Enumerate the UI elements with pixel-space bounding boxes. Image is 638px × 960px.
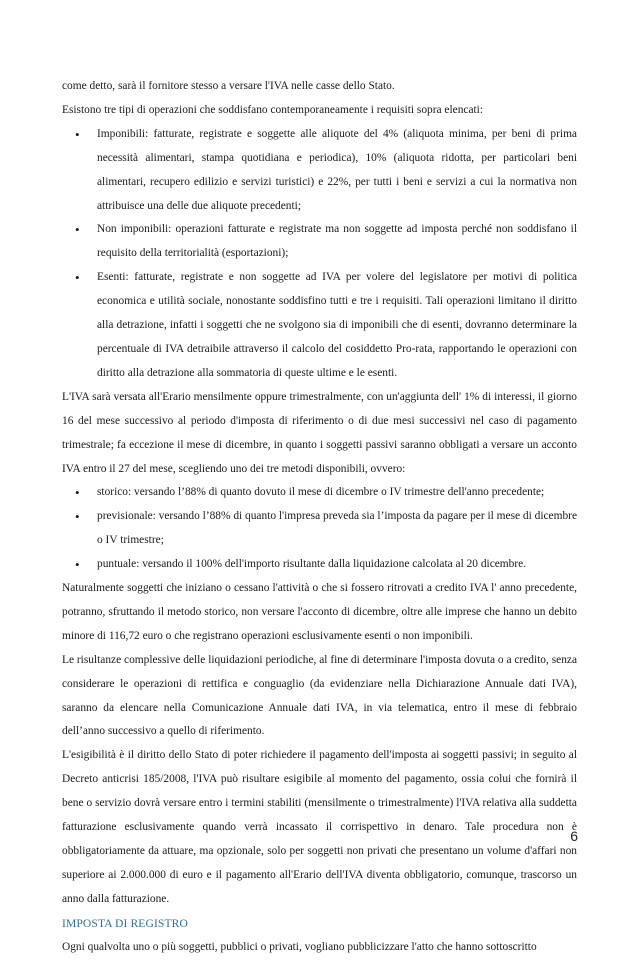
operation-types-list [62,123,577,386]
paragraph: come detto, sarà il fornitore stesso a versare l'IVA nelle casse dello Stato. [62,80,395,92]
page-number: 6 [570,828,578,844]
paragraph: Naturalmente soggetti che iniziano o cessano l'attività o che si fossero ritrovati a credito IVA l' anno precedente, potranno, sfruttando il metodo storico, non versare l'acconto di dicembre, oltre alle imprese che hanno un debito minore di 116,72 euro o che registrano operazioni esclusivamente esenti o non imponibili. [62,582,577,642]
paragraph: L'IVA sarà versata all'Erario mensilmente oppure trimestralmente, con un'aggiunta dell' 1% di interessi, il giorno 16 del mese successivo al periodo d'imposta di riferimento o di due mesi successivi nel caso di pagamento trimestrale; fa eccezione il mese di dicembre, in quanto i soggetti passivi saranno obbligati a versare un acconto IVA entro il 27 del mese, scegliendo uno dei tre metodi disponibili, ovvero: [62,390,577,475]
list-item: • puntuale: versando il 100% dell'importo risultante dalla liquidazione calcolata al 20 dicembre. [62,553,577,577]
paragraph: Ogni qualvolta uno o più soggetti, pubblici o privati, vogliano pubblicizzare l'atto che hanno sottoscritto [62,940,537,953]
list-item: • previsionale: versando l’88% di quanto l'impresa preveda sia l’imposta da pagare per il mese di dicembre o IV trimestre; [62,505,577,553]
paragraph: L'esigibilità è il diritto dello Stato di poter richiedere il pagamento dell'imposta ai soggetti passivi; in seguito al Decreto anticrisi 185/2008, l'IVA può risultare esigibile al momento del pagamento, ossia colui che fornirà il bene o servizio dovrà versare entro i termini stabiliti (mensilmente o trimestralmente) l'IVA relativa alla suddetta fatturazione esclusivamente quando verrà incassato il corrispettivo in denaro. Tale procedura non è obbligatoriamente da attuare, ma opzionale, solo per soggetti non privati che presentano un volume d'affari non superiore ai 2.000.000 di euro e il pagamento all'Erario dell'IVA diventa obbligatorio, comunque, trascorso un anno dalla fatturazione. [62,749,577,905]
paragraph: Le risultanze complessive delle liquidazioni periodiche, al fine di determinare l'imposta dovuta o a credito, senza considerare le operazioni di rettifica e conguaglio (da evidenziare nella Dichiarazione Annuale dati IVA), saranno da elencare nella Comunicazione Annuale dati IVA, in via telematica, entro il mese di febbraio dell’anno successivo a quello di riferimento. [62,653,577,738]
list-item: • storico: versando l’88% di quanto dovuto il mese di dicembre o IV trimestre dell'anno precedente; [62,481,577,505]
paragraph: Esistono tre tipi di operazioni che soddisfano contemporaneamente i requisiti sopra elencati: [62,103,484,116]
list-item: • Imponibili: fatturate, registrate e soggette alle aliquote del 4% (aliquota minima, per beni di prima necessità alimentari, stampa quotidiana e periodica), 10% (aliquota ridotta, per particolari beni alimentari, recupero edilizio e servizi turistici) e 22%, per tutti i beni e servizi a cui la normativa non attribuisce una delle due aliquote precedenti; [62,123,577,219]
payment-methods-list [62,481,577,577]
document-body [62,75,577,960]
section-heading: IMPOSTA DI REGISTRO [62,916,188,930]
list-item: • Non imponibili: operazioni fatturate e registrate ma non soggette ad imposta perché non soddisfano il requisito della territorialità (esportazioni); [62,218,577,266]
list-item: • Esenti: fatturate, registrate e non soggette ad IVA per volere del legislatore per motivi di politica economica e utilità sociale, nonostante soddisfino tutti e tre i requisiti. Tali operazioni limitano il diritto alla detrazione, infatti i soggetti che ne svolgono sia di imponibili che di esenti, dovranno determinare la percentuale di IVA detraibile attraverso il calcolo del cosiddetto Pro-rata, rapportando le operazioni con diritto alla detrazione alla sommatoria di queste ultime e le esenti. [62,266,577,386]
